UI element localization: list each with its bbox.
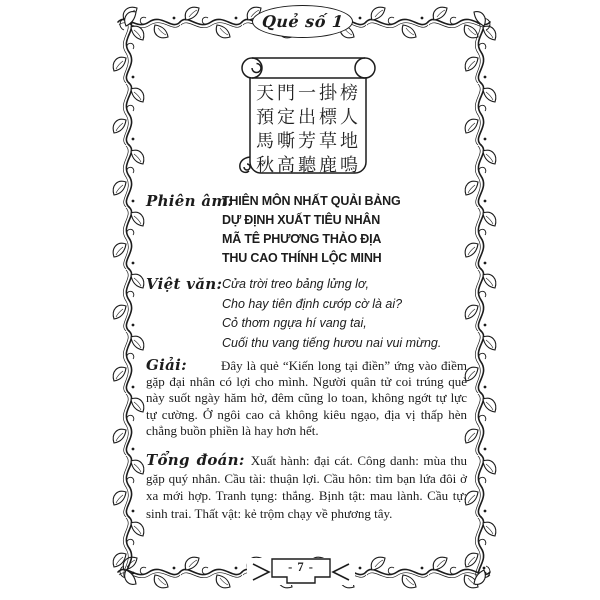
page-title: Quẻ số 1 bbox=[260, 12, 345, 31]
section-phien-am bbox=[146, 192, 401, 268]
scroll-illustration bbox=[236, 55, 382, 186]
viet-van-line: Cuối thu vang tiếng hươu nai vui mừng. bbox=[222, 335, 442, 350]
page-number: - 7 - bbox=[288, 560, 314, 574]
section-tong-doan bbox=[146, 452, 467, 522]
viet-van-line: Cửa trời treo bảng lửng lơ, bbox=[222, 277, 369, 291]
phien-am-lines bbox=[222, 192, 401, 268]
poem-line: 天門一掛榜 bbox=[256, 83, 361, 104]
poem-line: 秋高聽鹿鳴 bbox=[256, 155, 361, 176]
section-giai bbox=[146, 357, 467, 439]
viet-van-line: Cỏ thơm ngựa hí vang tai, bbox=[222, 316, 367, 330]
phien-am-line: THIÊN MÔN NHẤT QUẢI BẢNG bbox=[222, 194, 401, 208]
section-viet-van bbox=[146, 275, 441, 353]
viet-van-label: Việt văn: bbox=[146, 275, 223, 293]
viet-van-lines bbox=[222, 275, 441, 353]
phien-am-label: Phiên âm: bbox=[146, 192, 234, 210]
viet-van-line: Cho hay tiên định cướp cờ là ai? bbox=[222, 296, 403, 311]
tong-doan-text: Xuất hành: đại cát. Công danh: mùa thu gặp quý nhân. Cầu tài: thuận lợi. Cầu hôn: tìm bạn lứa đôi ở xa mới hợp. Tranh tụng: thắng. Bịnh tật: mau lành. Cầu tự: sinh trai. Thất vật: kẻ trộm chạy về phương tây. bbox=[146, 453, 467, 521]
page-number-ribbon bbox=[245, 556, 357, 586]
tong-doan-label: Tổng đoán: bbox=[146, 451, 245, 469]
poem-line: 馬嘶芳草地 bbox=[256, 131, 361, 152]
title-oval bbox=[252, 5, 353, 38]
giai-label: Giải: bbox=[146, 356, 187, 374]
phien-am-line: THU CAO THÍNH LỘC MINH bbox=[222, 251, 382, 265]
giai-text: Đây là quẻ “Kiến long tại điền” ứng vào điềm gặp đại nhân có lợi cho mình. Người quân tử coi trúng quẻ này suốt ngày hăm hở, đêm cũng lo toan, không ngớt tự lực tự cường. Ở ngôi cao cả không kiêu ngạo, địa vị thấp hèn chẳng buồn phiền là hay hơn hết. bbox=[146, 358, 467, 438]
phien-am-line: DỰ ĐỊNH XUẤT TIÊU NHÂN bbox=[222, 213, 381, 227]
poem-line: 預定出標人 bbox=[256, 107, 361, 128]
chinese-poem bbox=[250, 82, 367, 178]
phien-am-line: MÃ TÊ PHƯƠNG THẢO ĐỊA bbox=[222, 232, 382, 246]
